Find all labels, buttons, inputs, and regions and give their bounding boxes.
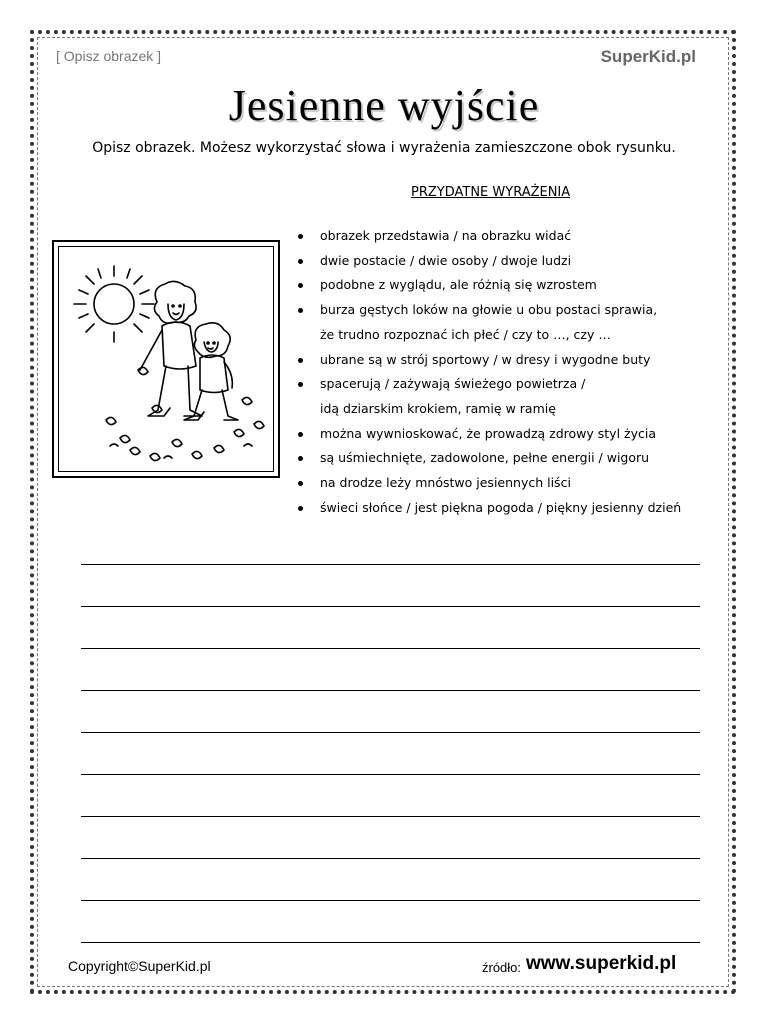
illustration-frame bbox=[52, 240, 280, 478]
writing-line[interactable] bbox=[81, 942, 700, 943]
phrases-list bbox=[296, 224, 736, 520]
writing-line[interactable] bbox=[81, 690, 700, 691]
writing-line[interactable] bbox=[81, 858, 700, 859]
copyright-text: Copyright©SuperKid.pl bbox=[68, 958, 211, 974]
bullet-icon bbox=[298, 234, 303, 239]
phrase-text: obrazek przedstawia / na obrazku widać bbox=[320, 228, 572, 243]
phrase-item bbox=[296, 298, 736, 323]
phrase-item bbox=[296, 323, 736, 348]
phrase-text: można wywnioskować, że prowadzą zdrowy styl życia bbox=[320, 425, 656, 441]
sun-icon bbox=[94, 284, 134, 324]
phrases-heading: PRZYDATNE WYRAŻENIA bbox=[411, 185, 571, 200]
phrase-text: dwie postacie / dwie osoby / dwoje ludzi bbox=[320, 252, 572, 268]
writing-line[interactable] bbox=[81, 648, 700, 649]
phrase-item bbox=[296, 372, 736, 397]
source-label: źródło: bbox=[482, 960, 522, 975]
phrase-item bbox=[296, 397, 736, 422]
phrase-item bbox=[296, 471, 736, 496]
tall-person-figure bbox=[140, 281, 202, 416]
phrase-text: ubrane są w strój sportowy / w dresy i wygodne buty bbox=[320, 351, 651, 367]
phrase-text: podobne z wyglądu, ale różnią się wzrostem bbox=[320, 277, 597, 293]
phrase-text: spacerują / zażywają świeżego powietrza / bbox=[320, 376, 586, 392]
phrase-item bbox=[296, 224, 736, 249]
phrase-text: że trudno rozpoznać ich płeć / czy to …, czy … bbox=[320, 326, 611, 342]
autumn-walk-illustration bbox=[54, 242, 278, 476]
sun-rays bbox=[74, 266, 154, 342]
phrase-text: burza gęstych loków na głowie u obu postaci sprawia, bbox=[320, 302, 658, 318]
phrase-text: na drodze leży mnóstwo jesiennych liści bbox=[320, 475, 571, 491]
brand-logo-text: SuperKid.pl bbox=[600, 47, 696, 66]
writing-line[interactable] bbox=[81, 900, 700, 901]
phrase-item bbox=[296, 348, 736, 373]
phrase-text: idą dziarskim krokiem, ramię w ramię bbox=[320, 400, 556, 416]
writing-line[interactable] bbox=[81, 606, 700, 607]
writing-line[interactable] bbox=[81, 816, 700, 817]
bullet-icon bbox=[298, 283, 303, 288]
bullet-icon bbox=[298, 506, 303, 511]
phrase-item bbox=[296, 273, 736, 298]
source-url-link[interactable]: www.superkid.pl bbox=[526, 953, 677, 974]
bullet-icon bbox=[298, 456, 303, 461]
bullet-icon bbox=[298, 358, 303, 363]
worksheet-tag: [ Opisz obrazek ] bbox=[56, 48, 162, 64]
writing-line[interactable] bbox=[81, 564, 700, 565]
leaves-decoration bbox=[106, 367, 264, 460]
phrase-item bbox=[296, 422, 736, 447]
bullet-icon bbox=[298, 481, 303, 486]
phrase-text: są uśmiechnięte, zadowolone, pełne energii / wigoru bbox=[320, 450, 650, 466]
phrase-item bbox=[296, 249, 736, 274]
phrase-text: świeci słońce / jest piękna pogoda / piękny jesienny dzień bbox=[320, 499, 682, 515]
writing-line[interactable] bbox=[81, 732, 700, 733]
bullet-icon bbox=[298, 382, 303, 387]
writing-line[interactable] bbox=[81, 774, 700, 775]
bullet-icon bbox=[298, 308, 303, 313]
instruction-text: Opisz obrazek. Możesz wykorzystać słowa i wyrażenia zamieszczone obok rysunku. bbox=[92, 140, 676, 156]
page-title: Jesienne wyjście bbox=[228, 81, 540, 130]
bullet-icon bbox=[298, 259, 303, 264]
phrase-item bbox=[296, 446, 736, 471]
bullet-icon bbox=[298, 432, 303, 437]
phrase-item bbox=[296, 496, 736, 521]
